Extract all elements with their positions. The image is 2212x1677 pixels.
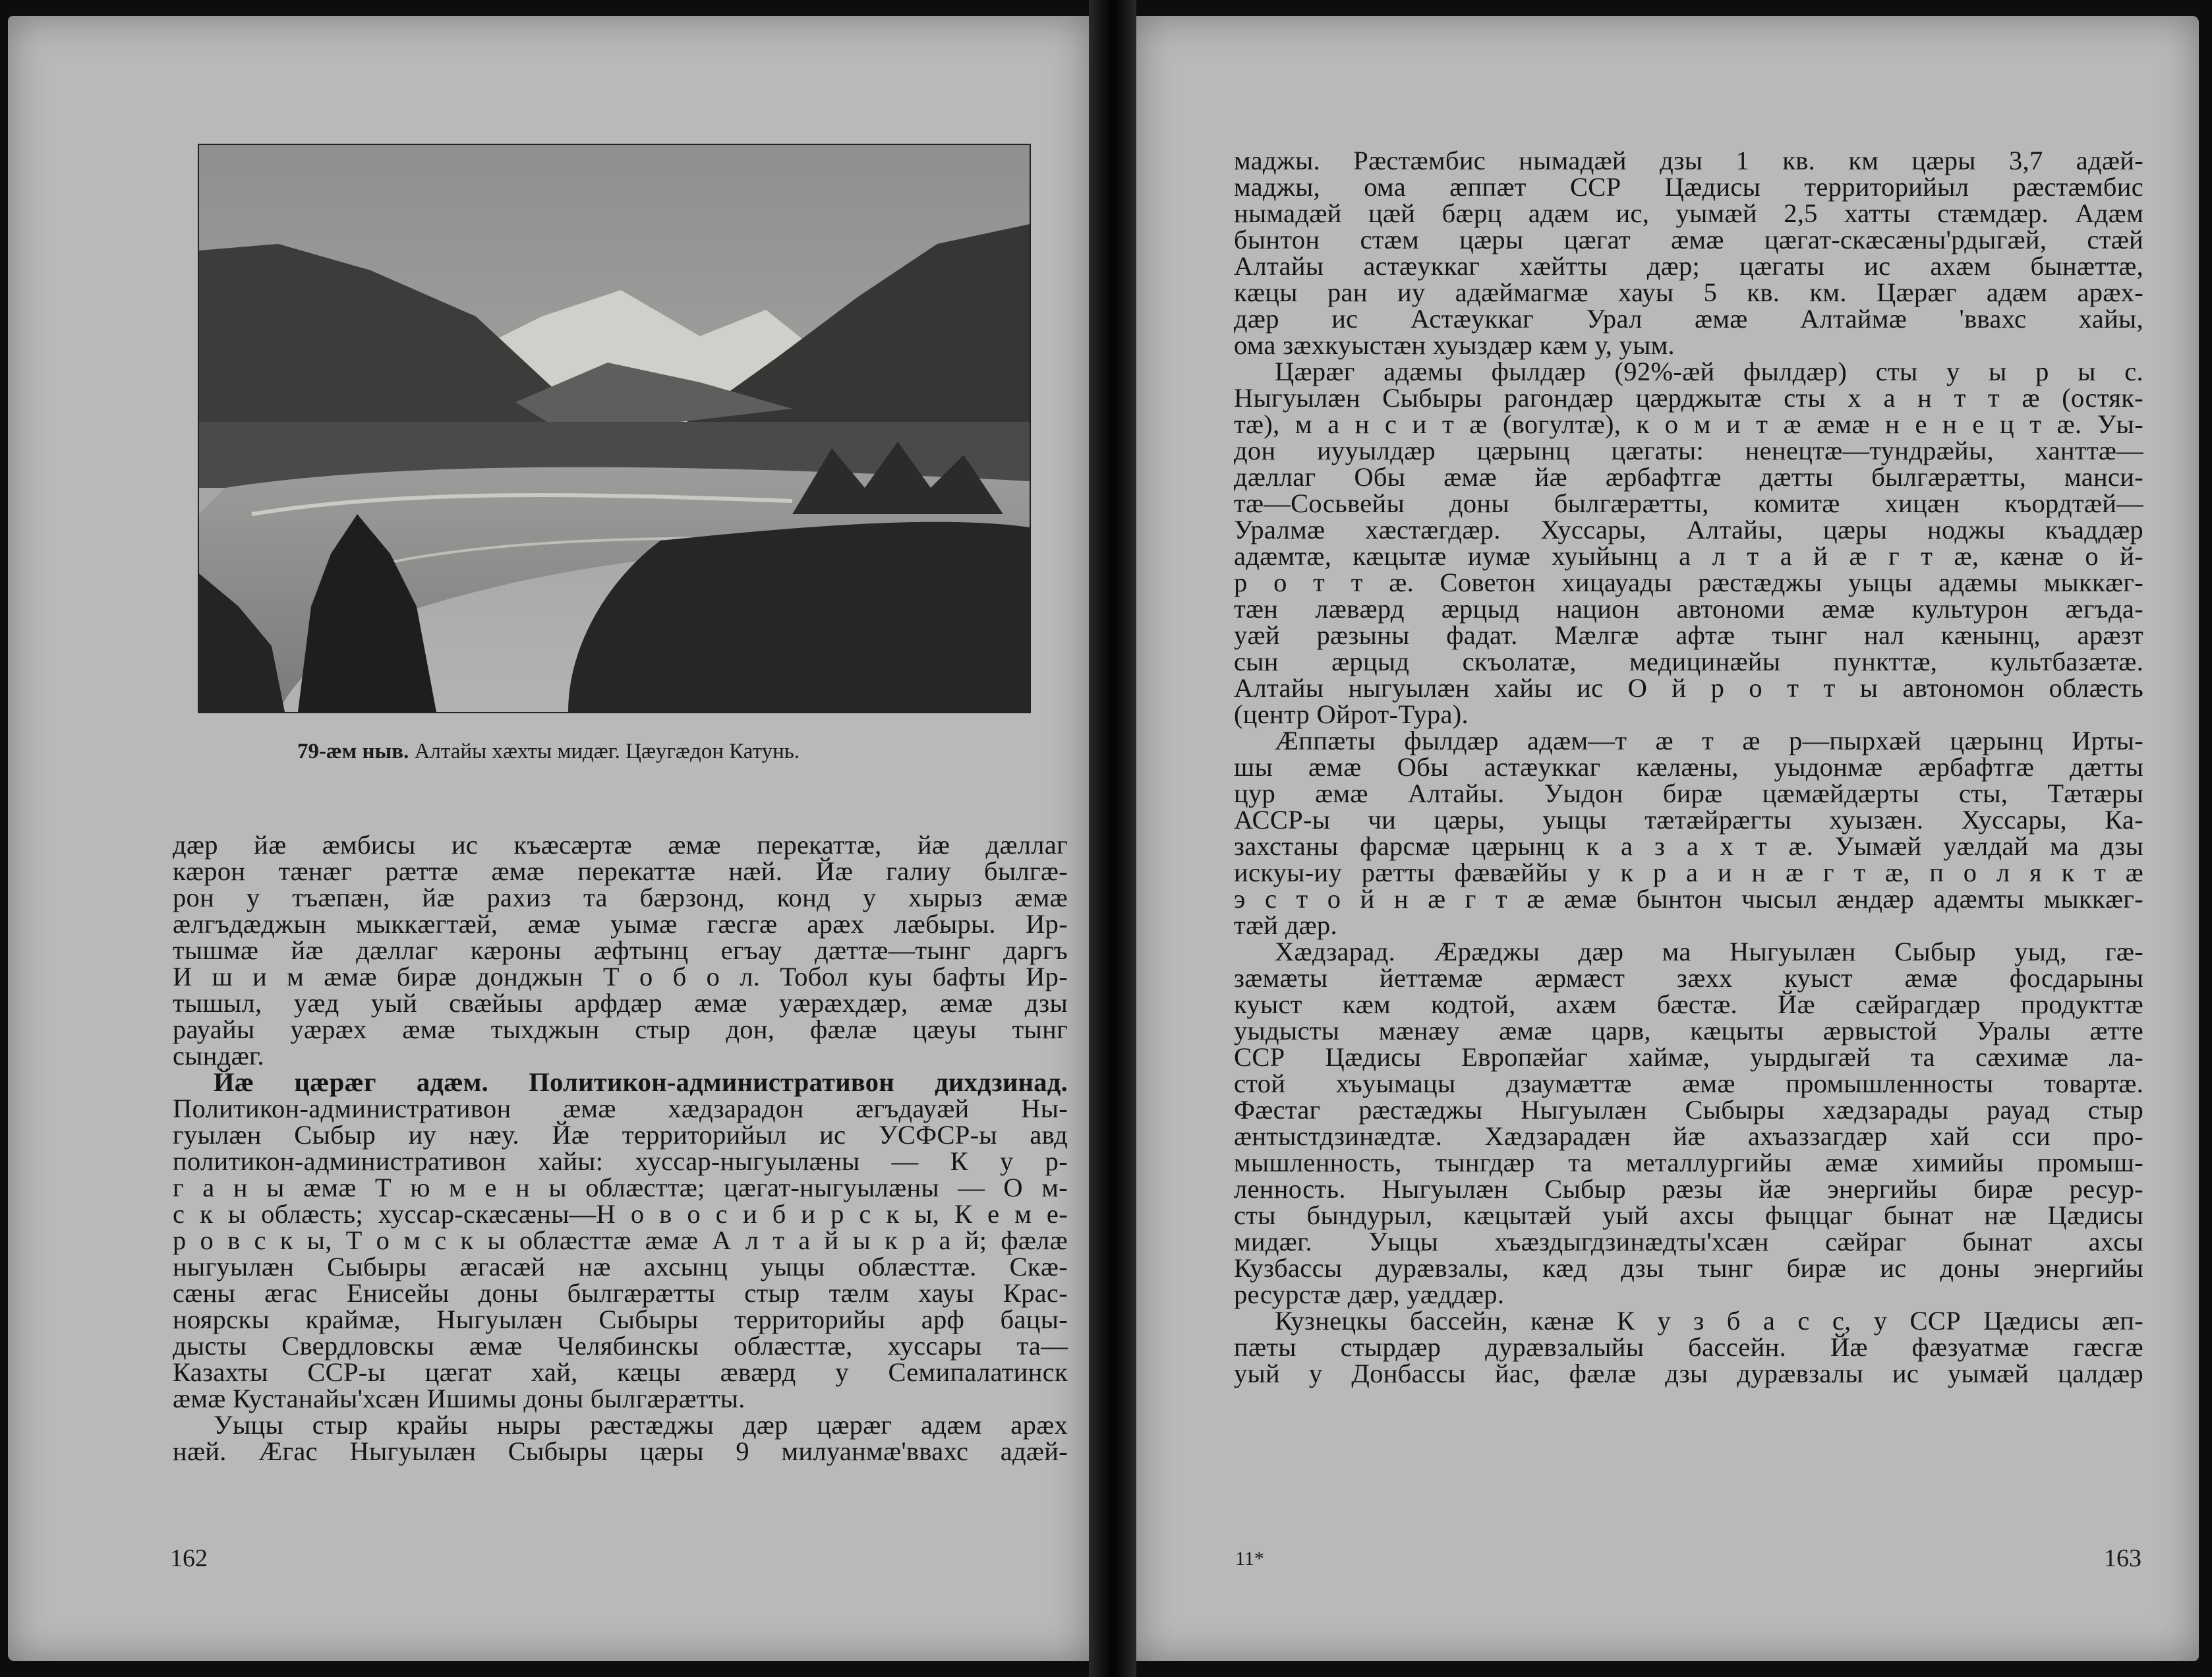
text-line: Кузбассы дурӕвзалы, кӕд дзы тынг бирӕ ис доны энергийы — [1234, 1253, 2143, 1283]
text-line: маджы. Рӕстӕмбис нымадӕй дзы 1 кв. км цӕры 3,7 адӕй- — [1234, 146, 2143, 175]
text-line: политикон-административон хайы: хуссар-ныгуылӕны — К у р- — [173, 1146, 1068, 1176]
section-heading: Йӕ цӕрӕг адӕм. Политикон-административон дихдзинад. — [214, 1067, 1068, 1097]
text-line: р о т т ӕ. Советон хицауады рӕстӕджы уыцы адӕмы мыккӕг- — [1234, 568, 2143, 597]
text-line: тӕн лӕвӕрд ӕрцыд национ автономи ӕмӕ культурон ӕгъда- — [1234, 594, 2143, 624]
text-line: пӕты стырдӕр дурӕвзалыйы бассейн. Йӕ фӕзуатмӕ гӕсгӕ — [1234, 1332, 2143, 1362]
page-number: 163 — [2104, 1545, 2141, 1572]
text-line: тӕй дӕр. — [1234, 910, 1337, 940]
text-line: ленность. Ныгуылӕн Сыбыр рӕзы йӕ энергийы бирӕ ресур- — [1234, 1174, 2143, 1204]
text-line: сӕны ӕгас Енисейы доны былгӕрӕтты стыр тӕлм хауы Крас- — [173, 1278, 1068, 1308]
text-line: тышыл, уӕд уый свӕйыы арфдӕр ӕмӕ уӕрӕхдӕр, ӕмӕ дзы — [173, 988, 1068, 1018]
text-line: мышленность, тынгдӕр та металлургийы ӕмӕ химийы промыш- — [1234, 1148, 2143, 1177]
text-line: (центр Ойрот-Тура). — [1234, 699, 1469, 729]
text-line: уый у Донбассы йас, фӕлӕ дзы дурӕвзалы ис уымӕй цалдӕр — [1234, 1359, 2143, 1388]
text-line: сын ӕрцыд скъолатӕ, медицинӕйы пункттӕ, культбазӕтӕ. — [1234, 647, 2143, 676]
text-line: Политикон-административон ӕмӕ хӕдзарадон ӕгъдауӕй Ны- — [173, 1094, 1068, 1123]
mountain-river-photo — [198, 144, 1031, 713]
text-line: Ныгуылӕн Сыбыры рагондӕр цӕрджытӕ сты х а н т т ӕ (остяк- — [1234, 383, 2143, 413]
text-line: кӕцы ран иу адӕймагмӕ хауы 5 кв. км. Цӕрӕг адӕм арӕх- — [1234, 278, 2143, 307]
text-line: дӕллаг Обы ӕмӕ йӕ ӕрбафтгӕ дӕтты былгӕрӕтты, манси- — [1234, 462, 2143, 492]
text-line: тӕ), м а н с и т ӕ (вогултӕ), к о м и т ӕ ӕмӕ н е н е ц т ӕ. Уы- — [1234, 409, 2143, 439]
text-line: нӕй. Ӕгас Ныгуылӕн Сыбыры цӕры 9 милуанмӕ'ввахс адӕй- — [173, 1436, 1068, 1466]
text-line: тӕ—Сосьвейы доны былгӕрӕтты, комитӕ хицӕн къордтӕй— — [1234, 488, 2143, 518]
text-line: маджы, ома ӕппӕт ССР Цӕдисы территорийыл рӕстӕмбис — [1234, 172, 2143, 202]
text-line: мидӕг. Уыцы хъӕздыгдзинӕдты'хсӕн сӕйраг бынат ахсы — [1234, 1227, 2143, 1256]
text-line: сындӕг. — [173, 1041, 264, 1071]
text-line: дӕр ис Астӕуккаг Урал ӕмӕ Алтаймӕ 'ввахс хайы, — [1234, 304, 2143, 334]
text-line: кӕрон тӕнӕг рӕттӕ ӕмӕ перекаттӕ нӕй. Йӕ галиу былгӕ- — [173, 856, 1068, 886]
text-line: шы ӕмӕ Обы астӕуккаг кӕлӕны, уыдонмӕ ӕрбафтгӕ дӕтты — [1234, 752, 2143, 782]
text-line: ныгуылӕн Сыбыры ӕгасӕй нӕ ахсынц уыцы облӕсттӕ. Скӕ- — [173, 1252, 1068, 1281]
text-line: бынтон стӕм цӕры цӕгат ӕмӕ цӕгат-скӕсӕны'рдыгӕй, стӕй — [1234, 225, 2143, 254]
page-number: 162 — [170, 1545, 208, 1572]
text-line: уыдысты мӕнӕу ӕмӕ царв, кӕцыты ӕрвыстой Уралы ӕтте — [1234, 1016, 2143, 1045]
text-line: цур ӕмӕ Алтайы. Уыдон бирӕ цӕмӕйдӕрты сты, Тӕтӕры — [1234, 779, 2143, 808]
text-line: Ӕппӕты фылдӕр адӕм—т ӕ т ӕ р—пырхӕй цӕрынц Ирты- — [1275, 726, 2143, 755]
text-line: р о в с к ы, Т о м с к ы облӕсттӕ ӕмӕ А л т а й ы к р а й; фӕлӕ — [173, 1225, 1068, 1255]
text-line: Цӕрӕг адӕмы фылдӕр (92%-ӕй фылдӕр) сты у ы р ы с. — [1275, 357, 2143, 386]
text-line: И ш и м ӕмӕ бирӕ донджын Т о б о л. Тобол куы бафты Ир- — [173, 962, 1068, 991]
text-line: Хӕдзарад. Ӕрӕджы дӕр ма Ныгуылӕн Сыбыр уыд, гӕ- — [1275, 937, 2143, 966]
text-line: искуы-иу рӕтты фӕвӕййы у к р а и н ӕ г т ӕ, п о л я к т ӕ — [1234, 858, 2143, 887]
text-line: Кузнецкы бассейн, кӕнӕ К у з б а с с, у ССР Цӕдисы ӕп- — [1275, 1306, 2143, 1336]
signature-mark: 11* — [1235, 1548, 1264, 1570]
text-line: ома зӕхкуыстӕн хуыздӕр кӕм у, уым. — [1234, 330, 1675, 360]
text-line: АССР-ы чи цӕры, уыцы тӕтӕйрӕгты хуызӕн. Хуссары, Ка- — [1234, 805, 2143, 835]
text-line: адӕмтӕ, кӕцытӕ иумӕ хуыйынц а л т а й ӕ г т ӕ, кӕнӕ о й- — [1234, 541, 2143, 571]
text-line: Казахты ССР-ы цӕгат хай, кӕцы ӕвӕрд у Семипалатинск — [173, 1357, 1068, 1387]
text-line: Алтайы ныгуылӕн хайы ис О й р о т т ы автономон облӕсть — [1234, 673, 2143, 703]
left-page — [8, 16, 1089, 1661]
text-line: захстаны фарсмӕ цӕрынц к а з а х т ӕ. Уымӕй уӕлдай ма дзы — [1234, 831, 2143, 861]
text-line: Уралмӕ хӕстӕгдӕр. Хуссары, Алтайы, цӕры ноджы къаддӕр — [1234, 515, 2143, 544]
text-line: тышмӕ йӕ дӕллаг кӕроны ӕфтынц егъау дӕттӕ—тынг даргъ — [173, 935, 1068, 965]
right-page-text — [1234, 148, 2143, 1387]
text-line: дысты Свердловскы ӕмӕ Челябинскы облӕсттӕ, хуссары та— — [173, 1331, 1068, 1361]
text-line: рауайы уӕрӕх ӕмӕ тыхджын стыр дон, фӕлӕ цӕуы тынг — [173, 1015, 1068, 1044]
text-line: сты бындурыл, кӕцытӕй уый ахсы фыццаг бынат нӕ Цӕдисы — [1234, 1200, 2143, 1230]
text-line: нымадӕй цӕй бӕрц адӕм ис, уымӕй 2,5 хатты стӕмдӕр. Адӕм — [1234, 198, 2143, 228]
text-line: Уыцы стыр крайы ныры рӕстӕджы дӕр цӕрӕг адӕм арӕх — [214, 1410, 1068, 1440]
text-line: зӕмӕты йеттӕмӕ ӕрмӕст зӕхх куыст ӕмӕ фосдарыны — [1234, 963, 2143, 993]
text-line: Фӕстаг рӕстӕджы Ныгуылӕн Сыбыры хӕдзарады рауад стыр — [1234, 1095, 2143, 1125]
text-line: ноярскы краймӕ, Ныгуылӕн Сыбыры территорийы арф бацы- — [173, 1305, 1068, 1334]
text-line: с к ы облӕсть; хуссар-скӕсӕны—Н о в о с и б и р с к ы, К е м е- — [173, 1199, 1068, 1229]
figure-caption-text: Алтайы хӕхты мидӕг. Цӕугӕдон Катунь. — [414, 740, 800, 763]
text-line: г а н ы ӕмӕ Т ю м е н ы облӕсттӕ; цӕгат-ныгуылӕны — О м- — [173, 1173, 1068, 1202]
text-line: дон иууылдӕр цӕрынц цӕгаты: ненецтӕ—тундрӕйы, ханттӕ— — [1234, 436, 2143, 465]
book-gutter — [1089, 0, 1136, 1677]
right-page — [1136, 16, 2199, 1661]
text-line: гуылӕн Сыбыр иу нӕу. Йӕ территорийыл ис УСФСР-ы авд — [173, 1120, 1068, 1150]
text-line: стой хъуымацы дзаумӕттӕ ӕмӕ промышленносты товартӕ. — [1234, 1069, 2143, 1098]
text-line: ӕмӕ Кустанайы'хсӕн Ишимы доны былгӕрӕтты. — [173, 1384, 745, 1413]
text-line: дӕр йӕ ӕмбисы ис къӕсӕртӕ ӕмӕ перекаттӕ, йӕ дӕллаг — [173, 830, 1068, 860]
text-line: рон у тъӕпӕн, йӕ рахиз та бӕрзонд, конд у хырыз ӕмӕ — [173, 883, 1068, 912]
figure-number: 79-ӕм ныв. — [297, 740, 409, 763]
text-line: ӕлгъдӕджын мыккӕгтӕй, ӕмӕ уымӕ гӕсгӕ арӕх лӕбыры. Ир- — [173, 909, 1068, 939]
text-line: куыст кӕм кодтой, ахӕм бӕстӕ. Йӕ сӕйрагдӕр продукттӕ — [1234, 989, 2143, 1019]
text-line: ССР Цӕдисы Европӕйаг хаймӕ, уырдыгӕй та сӕхимӕ ла- — [1234, 1042, 2143, 1072]
text-line: ресурстӕ дӕр, уӕддӕр. — [1234, 1280, 1505, 1309]
left-page-text — [173, 832, 1068, 1465]
text-line: э с т о й н ӕ г т ӕ ӕмӕ бынтон чысыл ӕндӕр адӕмты мыккӕг- — [1234, 884, 2143, 914]
text-line: ӕнтыстдзинӕдтӕ. Хӕдзарадӕн йӕ ахъаззагдӕр хай сси про- — [1234, 1121, 2143, 1151]
figure-caption — [8, 740, 1089, 764]
text-line: Алтайы астӕуккаг хӕйтты дӕр; цӕгаты ис ахӕм бынӕттӕ, — [1234, 251, 2143, 281]
text-line: уӕй рӕзыны фадат. Мӕлгӕ афтӕ тынг нал кӕнынц, арӕзт — [1234, 620, 2143, 650]
